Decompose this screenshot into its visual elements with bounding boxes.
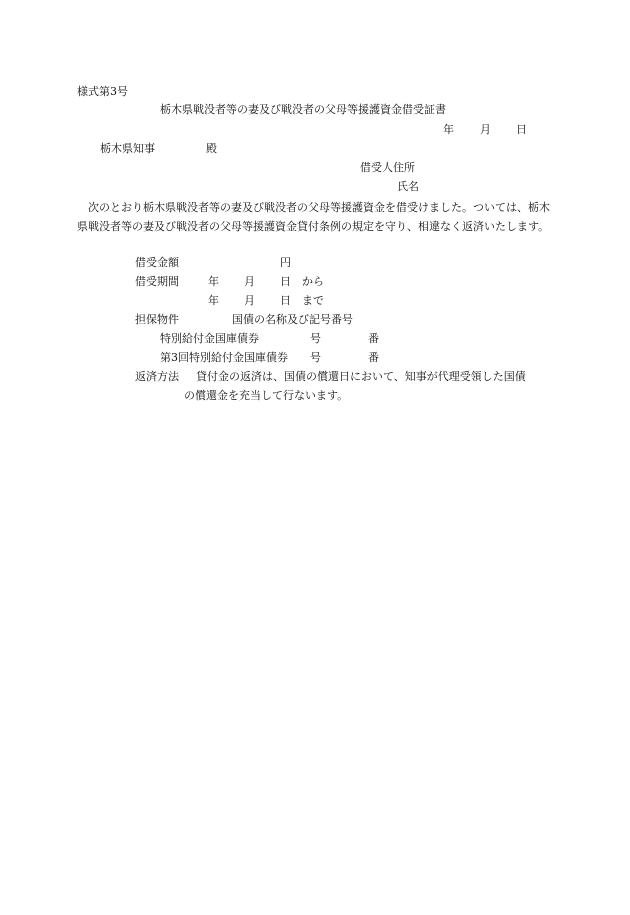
body-paragraph (77, 198, 557, 236)
bond-serial: 番 (368, 351, 379, 364)
collateral-label: 担保物件 (135, 313, 179, 326)
borrower-address-label: 借受人住所 (360, 161, 415, 174)
bond-name: 特別給付金国庫債券 (160, 332, 259, 345)
loan-period-label: 借受期間 (135, 275, 179, 288)
bond-serial: 番 (368, 332, 379, 345)
period-to-year: 年 (208, 294, 219, 307)
repayment-text-line1: 貸付金の返済は、国債の償還日において、知事が代理受領した国債 (196, 370, 526, 383)
bond-number: 号 (310, 351, 321, 364)
period-to-day: 日 (280, 294, 291, 307)
body-paragraph-text: 次のとおり栃木県戦没者等の妻及び戦没者の父母等援護資金を借受けました。ついては、栃木県戦没者等の妻及び戦没者の父母等援護資金貸付条例の規定を守り、相違なく返済いたします。 (77, 201, 550, 233)
loan-amount-label: 借受金額 (135, 256, 179, 269)
period-to-suffix: まで (302, 294, 324, 307)
period-from-suffix: から (302, 275, 324, 288)
period-from-year: 年 (208, 275, 219, 288)
date-month: 月 (480, 123, 491, 136)
bond-number: 号 (310, 332, 321, 345)
addressee-honorific: 殿 (206, 142, 217, 155)
repayment-text-line2: の償還金を充当して行ないます。 (184, 389, 349, 402)
date-year: 年 (443, 123, 454, 136)
period-from-month: 月 (244, 275, 255, 288)
form-number: 様式第3号 (77, 85, 128, 98)
borrower-name-label: 氏名 (397, 180, 419, 193)
repayment-label: 返済方法 (135, 370, 179, 383)
collateral-header: 国債の名称及び記号番号 (232, 313, 353, 326)
period-to-month: 月 (244, 294, 255, 307)
loan-amount-unit: 円 (280, 256, 291, 269)
bond-name: 第3回特別給付金国庫債券 (160, 351, 288, 364)
document-title: 栃木県戦没者等の妻及び戦没者の父母等援護資金借受証書 (160, 103, 446, 116)
addressee-name: 栃木県知事 (100, 142, 155, 155)
date-day: 日 (516, 123, 527, 136)
period-from-day: 日 (280, 275, 291, 288)
